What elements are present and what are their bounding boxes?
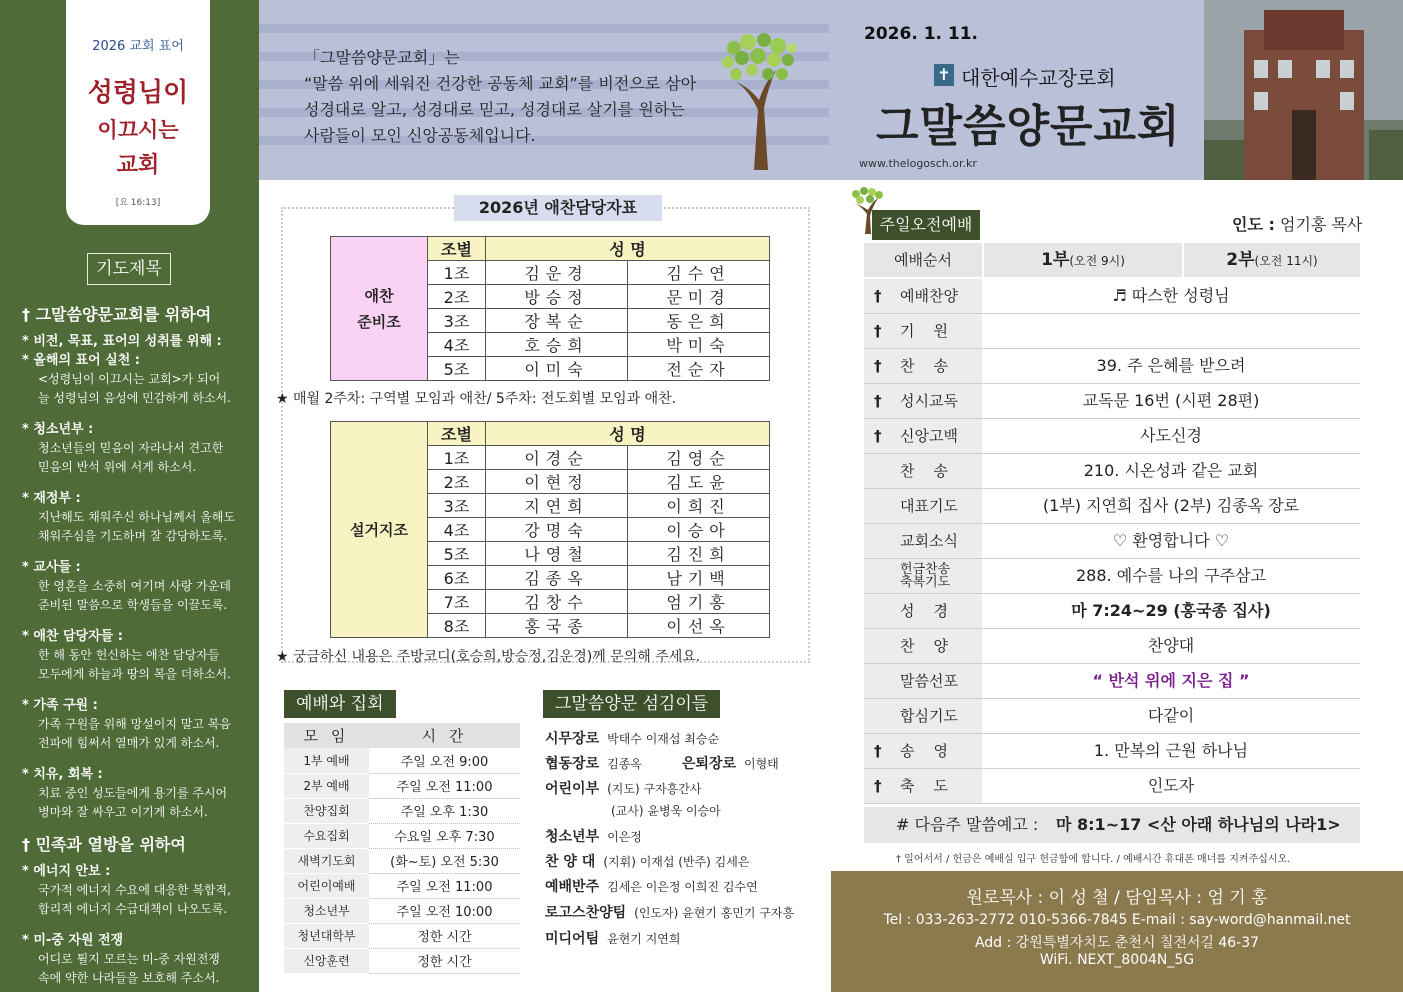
prayer-item-heading: * 치유, 회복 : — [22, 767, 103, 782]
worship-row — [864, 699, 1360, 734]
prayer-item-heading: * 가족 구원 : — [22, 698, 98, 713]
prayer-item-text: <성령님이 이끄시는 교회>가 되어 — [38, 372, 221, 386]
meetings-header-row — [284, 723, 520, 748]
duty-team: 4조 — [428, 518, 486, 542]
left-prayer-column — [0, 0, 259, 992]
prayer-section-heading: † 그말씀양문교회를 위하여 — [22, 305, 212, 324]
duty-title: 2026년 애찬담당자표 — [454, 195, 662, 221]
servant-row — [545, 902, 794, 922]
worship-item-name: 축 도 — [900, 777, 949, 795]
meeting-name: 새벽기도회 — [284, 848, 369, 873]
meeting-name: 2부 예배 — [284, 773, 369, 798]
worship-item-label — [864, 664, 982, 698]
prayer-item — [22, 420, 254, 477]
duty-member: 이승아 — [628, 518, 770, 542]
cross-icon: ✝ — [934, 64, 954, 86]
worship-leader — [1232, 212, 1362, 235]
duty-member: 김운경 — [486, 261, 628, 285]
worship-row — [864, 734, 1360, 769]
worship-item-label — [864, 419, 982, 453]
worship-item-label — [864, 629, 982, 663]
meeting-time: 주일 오전 11:00 — [369, 873, 520, 898]
meetings-row — [284, 923, 520, 948]
next-label: # 다음주 말씀예고 : — [896, 815, 1039, 834]
worship-item-name: 말씀선포 — [900, 672, 958, 690]
prayer-item — [22, 931, 254, 988]
prayer-item — [22, 696, 254, 753]
motto-line-1: 성령님이 — [87, 78, 189, 108]
servant-names: 이은정 — [607, 830, 642, 844]
col-first-time: (오전 9시) — [1069, 254, 1125, 268]
vision-line: 「그말씀양문교회」는 — [304, 48, 460, 67]
servants-title: 그말씀양문 섬김이들 — [543, 690, 720, 718]
worship-item-label — [864, 524, 982, 558]
worship-item-label — [864, 384, 982, 418]
meeting-name: 찬양집회 — [284, 798, 369, 823]
bulletin-date: 2026. 1. 11. — [864, 24, 979, 44]
servant-role: 시무장로 — [545, 731, 600, 747]
servant-names: (인도자) 윤현기 홍민기 구자흥 — [634, 906, 795, 920]
duty-member: 호승희 — [486, 333, 628, 357]
prayer-item-text: 믿음의 반석 위에 서게 하소서. — [38, 460, 197, 474]
duty-member: 이현정 — [486, 470, 628, 494]
servant-names: (교사) 윤병욱 이승아 — [611, 804, 721, 818]
duty-member: 김영순 — [628, 446, 770, 470]
duty-member: 엄기홍 — [628, 590, 770, 614]
meetings-title: 예배와 집회 — [284, 690, 396, 718]
meetings-col-time: 시 간 — [369, 723, 520, 748]
contact-box — [831, 871, 1403, 992]
duty-team: 3조 — [428, 494, 486, 518]
duty-team: 1조 — [428, 261, 486, 285]
servant-role: 청소년부 — [545, 829, 600, 845]
duty-header-row — [331, 422, 770, 446]
servant-row — [545, 928, 680, 948]
prayer-item-heading: * 교사들 : — [22, 560, 81, 575]
prayer-list — [22, 306, 254, 992]
website: www.thelogosch.or.kr — [859, 157, 977, 170]
worship-item-value: 288. 예수를 나의 구주삼고 — [1076, 566, 1266, 585]
meeting-time: 수요일 오후 7:30 — [369, 823, 520, 848]
duty-team: 1조 — [428, 446, 486, 470]
duty-team: 4조 — [428, 333, 486, 357]
duty-member: 박미숙 — [628, 333, 770, 357]
worship-item-value: 사도신경 — [1140, 426, 1202, 445]
servant-role: 은퇴장로 — [681, 756, 736, 772]
meal-prep-table — [330, 236, 770, 381]
duty-member: 남기백 — [628, 566, 770, 590]
worship-item-value: 마 7:24~29 (홍국종 집사) — [1071, 601, 1271, 620]
worship-item-label — [864, 489, 982, 523]
servant-role: 찬 양 대 — [545, 854, 596, 870]
vision-statement — [304, 45, 696, 149]
prayer-item — [22, 627, 254, 684]
worship-item-label — [864, 699, 982, 733]
meeting-time: 주일 오전 9:00 — [369, 748, 520, 773]
duty-member: 장복순 — [486, 309, 628, 333]
servant-role: 예배반주 — [545, 879, 600, 895]
duty-team: 5조 — [428, 542, 486, 566]
duty-team: 2조 — [428, 285, 486, 309]
col-second-time: (오전 11시) — [1254, 254, 1318, 268]
header-banner — [259, 0, 1403, 180]
worship-item-value: ♡ 환영합니다 ♡ — [1112, 531, 1230, 550]
motto-reference: [요 16:13] — [115, 198, 161, 208]
worship-item-value: 39. 주 은혜를 받으려 — [1096, 356, 1246, 375]
meeting-name: 청년대학부 — [284, 923, 369, 948]
cross-icon: † — [874, 427, 882, 445]
col-first-label: 1부 — [1041, 250, 1070, 270]
church-name: 그말씀양문교회 — [876, 101, 1181, 152]
worship-item-name: 합심기도 — [900, 707, 958, 725]
worship-row — [864, 454, 1360, 489]
worship-order-header — [864, 243, 1360, 277]
worship-item-name: 찬 송 — [900, 462, 949, 480]
tree-icon — [714, 30, 804, 170]
prayer-item-heading: * 에너지 안보 : — [22, 864, 111, 879]
duty-member: 김수연 — [628, 261, 770, 285]
servant-row — [545, 802, 721, 819]
prayer-item — [22, 765, 254, 822]
duty-header-row — [331, 237, 770, 261]
prayer-item-text: 치료 중인 성도들에게 용기를 주시어 — [38, 786, 228, 800]
prayer-item-text: 늘 성령님의 음성에 민감하게 하소서. — [38, 391, 231, 405]
prayer-title: 기도제목 — [87, 253, 171, 285]
prayer-item-text: 국가적 에너지 수요에 대응한 복합적, — [38, 883, 231, 897]
duty-note-2: ★ 궁금하신 내용은 주방코디(호승희,방승정,김운경)께 문의해 주세요. — [276, 649, 701, 665]
duty-member: 이미숙 — [486, 357, 628, 381]
meetings-row — [284, 823, 520, 848]
duty-member: 김도윤 — [628, 470, 770, 494]
meetings-row — [284, 948, 520, 973]
col-first — [982, 243, 1184, 277]
prayer-item-text: 채워주심을 기도하며 잘 감당하도록. — [38, 529, 228, 543]
dishwashing-table — [330, 421, 770, 638]
worship-item-name: 기 원 — [900, 322, 949, 340]
worship-item-name: 예배찬양 — [900, 287, 958, 305]
worship-item-value: ♬ 따스한 성령님 — [1112, 286, 1230, 305]
vision-line: 성경대로 알고, 성경대로 믿고, 성경대로 살기를 원하는 — [304, 100, 685, 119]
servant-row — [545, 851, 749, 871]
worship-item-label — [864, 279, 982, 313]
cross-icon: † — [874, 742, 882, 760]
prayer-item — [22, 332, 254, 351]
duty-team: 2조 — [428, 470, 486, 494]
prayer-item-heading: * 애찬 담당자들 : — [22, 629, 123, 644]
prayer-item-text: 가족 구원을 위해 망설이지 말고 복음 — [38, 717, 231, 731]
worship-item-name: 찬 양 — [900, 637, 949, 655]
prayer-item-text: 지난해도 채워주신 하나님께서 올해도 — [38, 510, 235, 524]
duty-member: 지연희 — [486, 494, 628, 518]
next-value: 마 8:1~17 <산 아래 하나님의 나라1> — [1056, 815, 1341, 834]
duty-member: 나영철 — [486, 542, 628, 566]
servant-role: 협동장로 — [545, 756, 600, 772]
duty-note-1: ★ 매월 2주차: 구역별 모임과 애찬/ 5주차: 전도회별 모임과 애찬. — [276, 391, 677, 407]
worship-row — [864, 314, 1360, 349]
worship-item-label — [864, 769, 982, 803]
cross-icon: † — [874, 322, 882, 340]
prayer-item — [22, 862, 254, 919]
meetings-row — [284, 773, 520, 798]
wifi: WiFi. NEXT_8004N_5G — [1039, 952, 1195, 968]
meeting-time: 정한 시간 — [369, 923, 520, 948]
col-order: 예배순서 — [894, 251, 952, 269]
worship-item-name: 헌금찬송 축복기도 — [900, 562, 951, 590]
meetings-col-name: 모 임 — [284, 723, 369, 748]
duty-group-label: 애찬 준비조 — [331, 237, 428, 381]
prayer-item-text: 합리적 에너지 수급대책이 나오도록. — [38, 902, 228, 916]
worship-item-name: 교회소식 — [900, 532, 958, 550]
meeting-name: 1부 예배 — [284, 748, 369, 773]
servant-row — [545, 753, 779, 773]
worship-row — [864, 489, 1360, 524]
prayer-item-heading: * 재정부 : — [22, 491, 81, 506]
duty-member: 홍국종 — [486, 614, 628, 638]
servant-names: 박태수 이재섭 최승순 — [607, 732, 720, 746]
next-week-sermon — [864, 807, 1360, 843]
vision-line: 사람들이 모인 신앙공동체입니다. — [304, 126, 536, 145]
duty-member: 문미경 — [628, 285, 770, 309]
worship-row — [864, 419, 1360, 454]
address: Add : 강원특별자치도 춘천시 칠전서길 46-37 — [974, 935, 1260, 951]
motto-line-2: 이끄시는 — [97, 118, 179, 142]
worship-item-value: 1. 만복의 근원 하나님 — [1093, 741, 1249, 760]
meeting-name: 수요집회 — [284, 823, 369, 848]
worship-item-name: 대표기도 — [900, 497, 958, 515]
servant-row — [545, 826, 642, 846]
denomination: 대한예수교장로회 — [961, 66, 1116, 90]
worship-item-value: 다같이 — [1147, 706, 1195, 725]
meetings-row — [284, 798, 520, 823]
worship-item-value — [982, 314, 1360, 348]
meeting-name: 신앙훈련 — [284, 948, 369, 973]
worship-item-label — [864, 454, 982, 488]
meeting-time: 주일 오전 11:00 — [369, 773, 520, 798]
duty-member: 이경순 — [486, 446, 628, 470]
cross-icon: † — [874, 357, 882, 375]
meeting-time: 정한 시간 — [369, 948, 520, 973]
duty-team: 8조 — [428, 614, 486, 638]
vision-line: “말씀 위에 세워진 건강한 공동체 교회”를 비전으로 삼아 — [304, 74, 697, 93]
duty-col-group: 조별 — [428, 422, 486, 446]
duty-member: 강명숙 — [486, 518, 628, 542]
worship-item-name: 송 영 — [900, 742, 949, 760]
servant-names: 김종옥 — [607, 757, 642, 771]
motto-line-3: 교회 — [116, 153, 160, 178]
col-second-label: 2부 — [1226, 250, 1255, 270]
servant-names: 윤현기 지연희 — [607, 932, 681, 946]
tel-email: Tel : 033-263-2772 010-5366-7845 E-mail : say-word@hanmail.net — [883, 912, 1351, 928]
prayer-item-heading: * 미-중 자원 전쟁 — [22, 933, 124, 948]
duty-team: 7조 — [428, 590, 486, 614]
duty-col-group: 조별 — [428, 237, 486, 261]
worship-row — [864, 664, 1360, 699]
worship-row — [864, 769, 1360, 804]
meeting-name: 어린이예배 — [284, 873, 369, 898]
duty-team: 5조 — [428, 357, 486, 381]
leader-name: 엄기홍 목사 — [1279, 215, 1363, 234]
servant-names: (지휘) 이재섭 (반주) 김세은 — [603, 855, 750, 869]
worship-title: 주일오전예배 — [872, 210, 980, 240]
worship-row — [864, 349, 1360, 384]
prayer-item — [22, 489, 254, 546]
meetings-row — [284, 748, 520, 773]
pastors: 원로목사 : 이 성 철 / 담임목사 : 엄 기 홍 — [966, 888, 1268, 908]
duty-member: 동은희 — [628, 309, 770, 333]
worship-item-value: 210. 시온성과 같은 교회 — [1083, 461, 1259, 480]
prayer-item-heading: * 비전, 목표, 표어의 성취를 위해 : — [22, 334, 222, 349]
duty-member: 김창수 — [486, 590, 628, 614]
duty-member: 방승정 — [486, 285, 628, 309]
leader-label: 인도 : — [1232, 215, 1275, 234]
meeting-time: (화~토) 오전 5:30 — [369, 848, 520, 873]
meetings-row — [284, 898, 520, 923]
prayer-item-text: 한 영혼을 소중히 여기며 사랑 가운데 — [38, 579, 231, 593]
prayer-item-text: 준비된 말씀으로 학생들을 이끌도록. — [38, 598, 228, 612]
prayer-item-text: 병마와 잘 싸우고 이기게 하소서. — [38, 805, 208, 819]
servant-row — [545, 876, 758, 896]
worship-item-label — [864, 314, 982, 348]
servant-row — [545, 778, 701, 798]
prayer-section-heading: † 민족과 열방을 위하여 — [22, 835, 186, 854]
worship-row — [864, 524, 1360, 559]
worship-footnote: † 일어서서 / 헌금은 예배실 입구 헌금함에 합니다. / 예배시간 휴대폰 매너를 지켜주십시오. — [896, 854, 1291, 865]
servant-role: 미디어팀 — [545, 931, 600, 947]
worship-item-label — [864, 349, 982, 383]
duty-col-names: 성 명 — [486, 422, 770, 446]
servant-names: (지도) 구자흥간사 — [607, 782, 702, 796]
prayer-item-text: 전파에 힘써서 열매가 있게 하소서. — [38, 736, 220, 750]
church-building-image — [1204, 0, 1403, 180]
worship-item-name: 신앙고백 — [900, 427, 958, 445]
duty-member: 김진희 — [628, 542, 770, 566]
duty-group-label: 설거지조 — [331, 422, 428, 638]
worship-item-name: 찬 송 — [900, 357, 949, 375]
cross-icon: † — [874, 777, 882, 795]
duty-member: 김종옥 — [486, 566, 628, 590]
meeting-name: 청소년부 — [284, 898, 369, 923]
meetings-row — [284, 873, 520, 898]
worship-item-value: 교독문 16번 (시편 28편) — [1082, 391, 1260, 410]
worship-row — [864, 629, 1360, 664]
meeting-time: 주일 오후 1:30 — [369, 798, 520, 823]
prayer-item-heading: * 청소년부 : — [22, 422, 94, 437]
duty-member: 전순자 — [628, 357, 770, 381]
duty-team: 3조 — [428, 309, 486, 333]
worship-item-value: (1부) 지연희 집사 (2부) 김종옥 장로 — [1042, 496, 1300, 515]
worship-item-name: 성 경 — [900, 602, 949, 620]
worship-item-value: 찬양대 — [1147, 636, 1195, 655]
servant-names: 이형태 — [744, 757, 779, 771]
worship-item-value: 인도자 — [1147, 776, 1195, 795]
duty-member: 이희진 — [628, 494, 770, 518]
worship-item-label — [864, 559, 982, 593]
servant-row — [545, 728, 719, 748]
worship-item-value: “ 반석 위에 지은 집 ” — [1092, 671, 1250, 690]
meetings-row — [284, 848, 520, 873]
meetings-table — [284, 723, 520, 974]
prayer-item — [22, 558, 254, 615]
servant-names: 김세은 이은정 이희진 김수연 — [607, 880, 758, 894]
servant-role: 어린이부 — [545, 781, 600, 797]
prayer-item-text: 속에 약한 나라들을 보호해 주소서. — [38, 971, 220, 985]
motto-card — [66, 0, 210, 225]
motto-year-label: 2026 교회 표어 — [92, 39, 184, 54]
worship-row — [864, 559, 1360, 594]
worship-item-label — [864, 734, 982, 768]
worship-row — [864, 594, 1360, 629]
worship-item-label — [864, 594, 982, 628]
prayer-item-text: 한 해 동안 헌신하는 애찬 담당자들 — [38, 648, 220, 662]
prayer-item-heading: * 올해의 표어 실천 : — [22, 353, 141, 368]
worship-row — [864, 384, 1360, 419]
prayer-item-text: 어디로 튈지 모르는 미-중 자원전쟁 — [38, 952, 220, 966]
worship-row — [864, 279, 1360, 314]
worship-item-name: 성시교독 — [900, 392, 958, 410]
col-second — [1184, 243, 1360, 277]
prayer-item — [22, 351, 254, 408]
prayer-item-text: 모두에게 하늘과 땅의 복을 더하소서. — [38, 667, 231, 681]
cross-icon: † — [874, 287, 882, 305]
meeting-time: 주일 오전 10:00 — [369, 898, 520, 923]
duty-col-names: 성 명 — [486, 237, 770, 261]
cross-icon: † — [874, 392, 882, 410]
servant-role: 로고스찬양팀 — [545, 905, 627, 921]
prayer-item-text: 청소년들의 믿음이 자라나서 견고한 — [38, 441, 224, 455]
duty-member: 이선옥 — [628, 614, 770, 638]
duty-team: 6조 — [428, 566, 486, 590]
